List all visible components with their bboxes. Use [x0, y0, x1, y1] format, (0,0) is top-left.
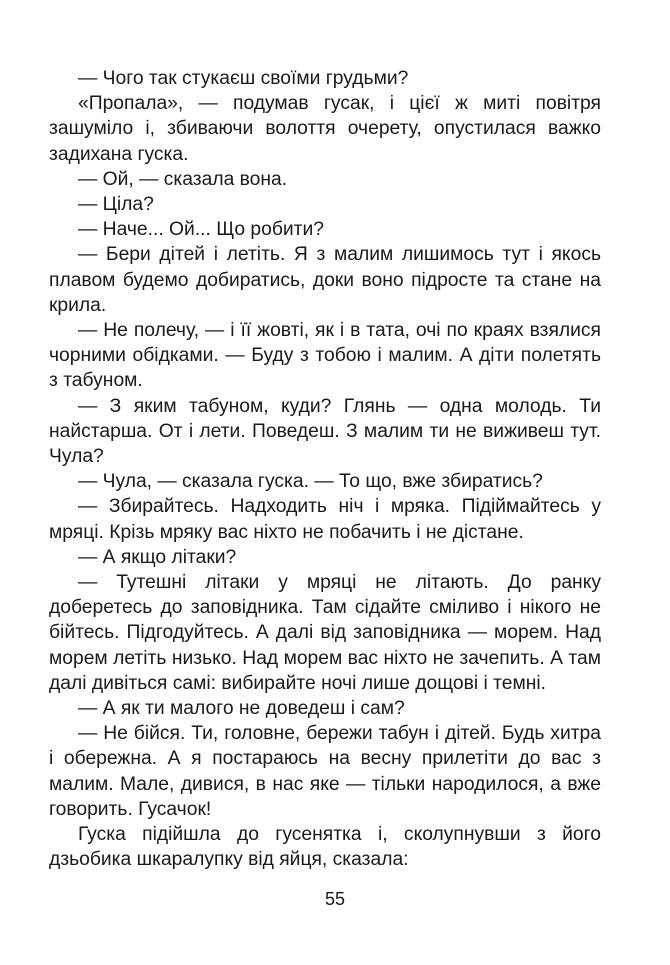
paragraph: — Ой, — сказала вона.: [78, 168, 288, 190]
paragraph: — Чула, — сказала гуска. — То що, вже збиратись?: [78, 471, 543, 493]
paragraph: — Бери дітей і летіть. Я з малим лишимось тут і якось плавом будемо добиратись, доки воно підросте та стане на крила.: [49, 244, 601, 316]
paragraph: — Не полечу, — і її жовті, як і в тата, очі по краях взялися чорними обідками. — Буду з тобою і малим. А діти полетять з табуном.: [49, 320, 601, 392]
paragraph: — А якщо літаки?: [78, 546, 237, 568]
paragraph: — Чого так стукаєш своїми грудьми?: [78, 68, 409, 89]
paragraph: «Пропала», — подумав гусак, і цієї ж миті повітря зашуміло і, збиваючи волоття очерету, опустилася важко задихана гуска.: [49, 93, 601, 165]
paragraph: — Ціла?: [78, 194, 154, 216]
paragraph: — Не бійся. Ти, головне, бережи табун і дітей. Будь хитра і обережна. А я постараюсь на весну прилетіти до вас з малим. Мале, дивися, в нас яке — тільки народилося, а вже говорить. Гусачок!: [49, 723, 601, 820]
paragraph: — Наче... Ой... Що робити?: [78, 219, 324, 241]
body-text: [49, 66, 601, 873]
page-number: 55: [324, 889, 346, 909]
paragraph: — Збирайтесь. Надходить ніч і мряка. Підіймайтесь у мряці. Крізь мряку вас ніхто не побачить і не дістане.: [49, 496, 601, 543]
paragraph: — З яким табуном, куди? Глянь — одна молодь. Ти найстарша. От і лети. Поведеш. З малим ти не виживеш тут. Чула?: [49, 395, 601, 468]
paragraph: Гуска підійшла до гусенятка і, сколупнувши з його дзьобика шкаралупку від яйця, сказала:: [49, 824, 601, 871]
paragraph: — Тутешні літаки у мряці не літають. До ранку доберетесь до заповідника. Там сідайте сміливо і нікого не бійтесь. Підгодуйтесь. А далі від заповідника — морем. Над морем летіть низько. Над морем вас ніхто не зачепить. А там далі дивіться самі: вибирайте ночі лише дощові і темні.: [49, 572, 601, 694]
paragraph: — А як ти малого не доведеш і сам?: [78, 698, 405, 720]
